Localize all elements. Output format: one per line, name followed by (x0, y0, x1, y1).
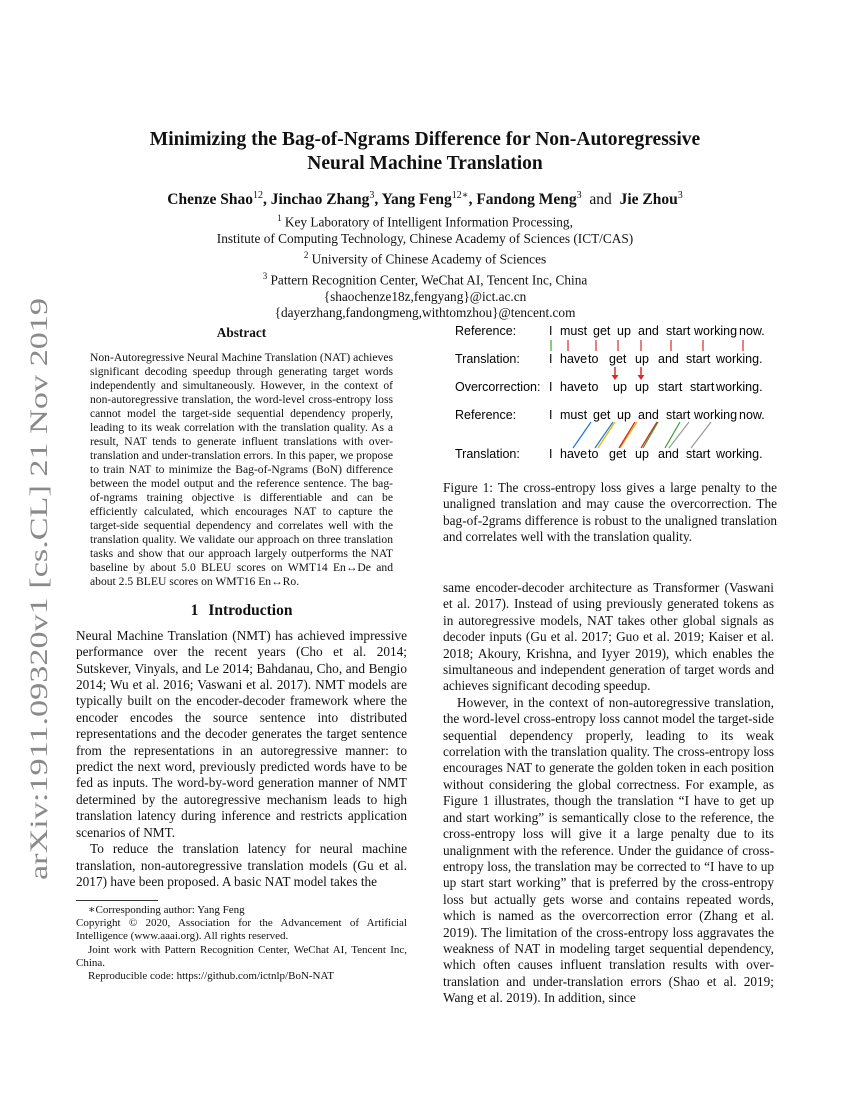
figure-word: and (658, 447, 679, 461)
figure-word: get (593, 408, 611, 422)
figure-word: start (666, 324, 691, 338)
author-name: Fandong Meng (476, 191, 577, 209)
figure-1 (443, 318, 777, 468)
figure-word: start (686, 447, 711, 461)
figure-word: start (686, 352, 711, 366)
figure-word: I (549, 352, 553, 366)
author-affil-mark: 3 (369, 190, 375, 201)
figure-word: have (560, 352, 588, 366)
row-label: Translation: (455, 447, 520, 461)
bigram-link (641, 422, 657, 448)
email-text: {dayerzhang,fandongmeng,withtomzhou}@tencent.com (274, 304, 576, 320)
paper-title-line-1: Minimizing the Bag-of-Ngrams Difference for Non-Autoregressive (149, 129, 701, 150)
affiliation-text: Key Laboratory of Intelligent Information Processing, (284, 214, 573, 230)
affiliation-mark: 2 (303, 250, 309, 261)
email-line (100, 289, 750, 305)
figure-word: now. (739, 324, 765, 338)
figure-word: working. (716, 447, 763, 461)
figure-word: start (690, 380, 715, 394)
paper-title (100, 128, 750, 176)
figure-word: and (658, 352, 679, 366)
affiliation-line (100, 210, 750, 231)
footnote-copyright: Copyright © 2020, Association for the Advancement of Artificial Intelligence (www.aaai.org). All rights reserved. (76, 917, 407, 943)
bigram-link (619, 422, 635, 448)
figure-word: start (658, 380, 683, 394)
affiliation-text: Pattern Recognition Center, WeChat AI, Tencent Inc, China (270, 272, 588, 288)
left-column (76, 325, 407, 890)
figure-word: and (638, 408, 659, 422)
figure-word: start (666, 408, 691, 422)
row-label: Reference: (455, 408, 517, 422)
bigram-link (643, 422, 658, 448)
affiliation-mark: 3 (262, 270, 268, 281)
figure-word: up (635, 352, 649, 366)
figure-word: get (609, 447, 627, 461)
author-affil-mark: 3 (677, 190, 683, 201)
row-label: Reference: (455, 324, 517, 338)
figure-word: up (635, 447, 649, 461)
abstract-heading: Abstract (216, 325, 267, 340)
figure-word: get (593, 324, 611, 338)
bigram-link (598, 422, 615, 448)
affiliations (100, 210, 750, 321)
affiliation-line (100, 268, 750, 289)
figure-word: now. (739, 408, 765, 422)
bigram-link (595, 422, 613, 448)
author-name: Jinchao Zhang (270, 191, 370, 209)
footnotes (76, 900, 407, 983)
footnote-joint-work: Joint work with Pattern Recognition Center, WeChat AI, Tencent Inc, China. (76, 943, 407, 969)
figure-word: up (635, 380, 649, 394)
figure-word: I (549, 324, 553, 338)
footnote-code: Reproducible code: https://github.com/ictnlp/BoN-NAT (88, 970, 334, 983)
affiliation-mark: 1 (277, 213, 282, 224)
intro-paragraph-1: Neural Machine Translation (NMT) has achieved impressive performance over the recent years (Cho et al. 2014; Sutskever, Vinyals, and Le 2014; Bahdanau, Cho, and Bengio 2014; Wu et al. 2016; Vaswani et al. 2017). NMT models are typically built on the encoder-decoder framework where the encoder encodes the source sentence into distributed representations and the decoder generates the target sentence from the representations in an autoregressive manner: to predict the next word, previously predicted words have to be fed as inputs. The word-by-word generation manner of NMT determined by the autoregressive mechanism leads to high translation latency during inference and restricts application scenarios of NMT. (76, 627, 407, 840)
bigram-link (573, 422, 591, 448)
author-name: Chenze Shao (167, 191, 253, 209)
title-block (100, 128, 750, 321)
figure-word: up (617, 324, 631, 338)
figure-word: and (638, 324, 659, 338)
right-paragraph-1: same encoder-decoder architecture as Transformer (Vaswani et al. 2017). Instead of using previously generated tokens as in autoregressive models, NAT takes other global signals as decoder inputs (Gu et al. 2017; Guo et al. 2019; Kaiser et al. 2018; Akoury, Krishna, and Iyyer 2019), which enables the simultaneous and independent generation of target words and achieves significant decoding speedup. (443, 580, 774, 694)
figure-word: have (560, 447, 588, 461)
author-affil-mark: 12∗ (451, 190, 469, 201)
author-name: Jie Zhou (619, 191, 678, 209)
figure-word: working (694, 408, 738, 422)
right-column (443, 580, 774, 1007)
figure-word: working (694, 324, 738, 338)
section-number: 1 (190, 602, 199, 620)
figure-word: I (549, 380, 553, 394)
author-name: Yang Feng (381, 191, 452, 209)
affiliation-line (100, 247, 750, 268)
bigram-link (620, 422, 637, 448)
footnote-corresponding: ∗Corresponding author: Yang Feng (88, 904, 245, 916)
section-heading (76, 603, 407, 619)
figure-word: working. (716, 380, 763, 394)
section-title: Introduction (208, 602, 293, 620)
affiliation-text: Institute of Computing Technology, Chinese Academy of Sciences (ICT/CAS) (216, 230, 634, 246)
figure-word: must (560, 408, 588, 422)
author-list: Chenze Shao$^{12}$, Jinchao Zhang$^3$, Yang Feng$^{12∗}$, Fandong Meng$^3$ and Jie Zhou$^3$ (167, 190, 683, 209)
figure-word: to (588, 380, 599, 394)
author-affil-mark: 3 (576, 190, 582, 201)
figure-caption: Figure 1: The cross-entropy loss gives a large penalty to the unaligned translation and may cause the overcorrection. The bag-of-2grams difference is robust to the unaligned translation and correlates well with the translation quality. (443, 480, 777, 545)
figure-word: up (613, 380, 627, 394)
figure-word: I (549, 447, 553, 461)
author-conjunction: and (589, 191, 612, 209)
figure-word: to (588, 447, 599, 461)
arxiv-identifier: arXiv:1911.09320v1 [cs.CL] 21 Nov 2019 (26, 454, 53, 880)
email-text: {shaochenze18z,fengyang}@ict.ac.cn (323, 288, 527, 304)
intro-paragraph-2: To reduce the translation latency for neural machine translation, non-autoregressive translation models (Gu et al. 2017) have been proposed. A basic NAT model takes the (76, 841, 407, 889)
figure-word: to (588, 352, 599, 366)
figure-word: working. (716, 352, 763, 366)
row-label: Translation: (455, 352, 520, 366)
author-affil-mark: 12 (253, 190, 263, 201)
footnote-divider (76, 900, 158, 901)
affiliation-text: University of Chinese Academy of Sciences (311, 251, 547, 267)
figure-word: I (549, 408, 553, 422)
arxiv-side-stamp (15, 290, 55, 890)
right-paragraph-2: However, in the context of non-autoregressive translation, the word-level cross-entropy loss cannot model the target-side sequential dependency properly, leading to its weak correlation with the translation quality. The cross-entropy loss encourages NAT to generate the golden token in each position without considering the global correctness. For example, as Figure 1 illustrates, though the translation “I have to get up and start working” is semantically close to the reference, the cross-entropy loss will give it a large penalty due to its unalignment with the reference. Under the guidance of cross-entropy loss, the translation may be corrected to “I have to up up start start working” that is preferred by the cross-entropy loss but actually gets worse and contains repeated words, which is named as the overcorrection error (Zhang et al. 2019). The limitation of the cross-entropy loss aggravates the weakness of NAT in modeling target sequential dependency, which often causes influent translation results with over-translation and under-translation errors (Shao et al. 2019; Wang et al. 2019). In addition, since (443, 694, 774, 1006)
figure-word: up (617, 408, 631, 422)
affiliation-line (100, 231, 750, 247)
figure-word: have (560, 380, 588, 394)
paper-title-line-2: Neural Machine Translation (307, 153, 543, 174)
abstract-text: Non-Autoregressive Neural Machine Translation (NAT) achieves significant decoding speedup through generating target words independently and simultaneously. However, in the context of non-autoregressive translation, the word-level cross-entropy loss cannot model the target-side sequential dependency properly, leading to its weak correlation with the translation quality. As a result, NAT tends to generate influent translations with over-translation and under-translation errors. In this paper, we propose to train NAT to minimize the Bag-of-Ngrams (BoN) difference between the model output and the reference sentence. The bag-of-ngrams training objective is differentiable and can be efficiently calculated, which encourages NAT to capture the target-side sequential dependency and correlates well with the translation quality. We validate our approach on three translation tasks and show that our approach largely outperforms the NAT baseline by about 5.0 BLEU scores on WMT14 En↔De and about 2.5 BLEU scores on WMT16 En↔Ro. (90, 351, 393, 589)
bigram-link (691, 422, 711, 448)
figure-word: must (560, 324, 588, 338)
row-label: Overcorrection: (455, 380, 541, 394)
figure-word: get (609, 352, 627, 366)
